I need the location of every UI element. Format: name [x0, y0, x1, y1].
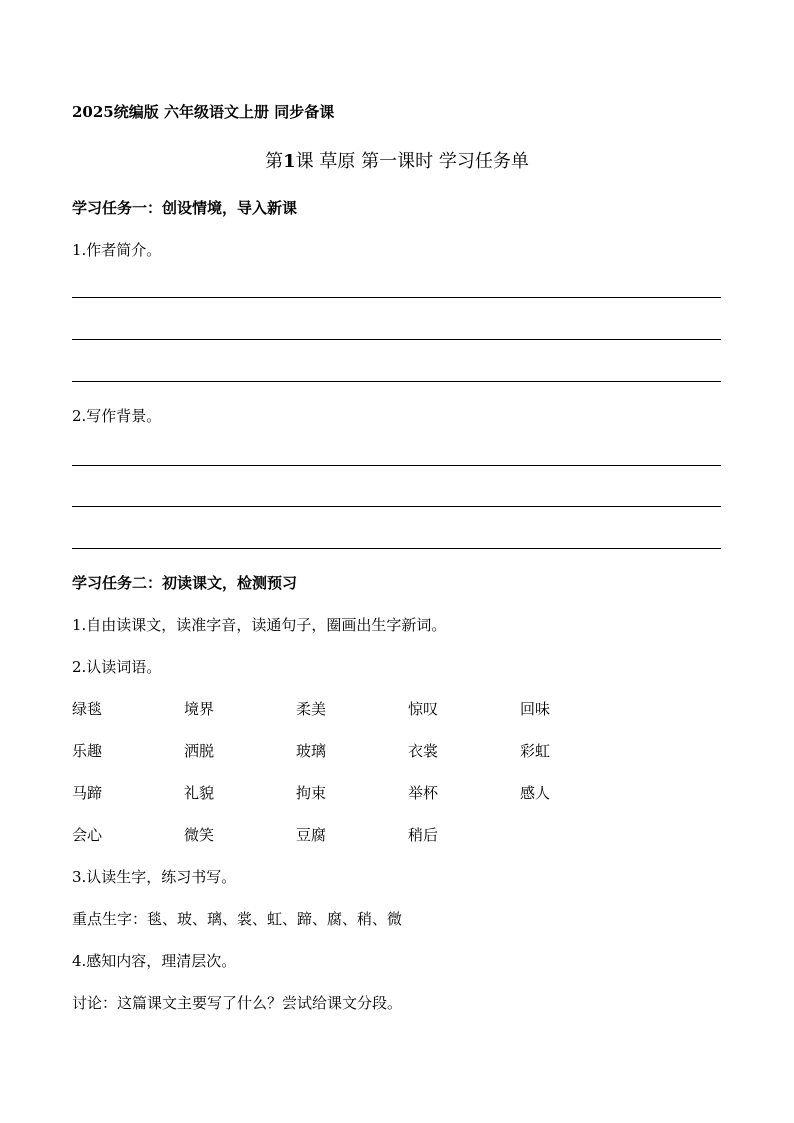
- lesson-title: [0, 147, 794, 173]
- vocab-word: 微笑: [184, 826, 215, 844]
- document-header: 2025统编版 六年级语文上册 同步备课: [72, 103, 335, 121]
- vocab-row: [72, 740, 721, 762]
- vocab-word: 衣裳: [408, 742, 439, 760]
- task2-heading: 学习任务二：初读课文，检测预习: [72, 574, 298, 592]
- vocab-word: 彩虹: [520, 742, 551, 760]
- vocab-word: 惊叹: [408, 700, 439, 718]
- answer-line[interactable]: [72, 506, 721, 507]
- task1-heading: 学习任务一：创设情境，导入新课: [72, 199, 298, 217]
- task2-structure: 4.感知内容，理清层次。: [72, 952, 237, 970]
- answer-line[interactable]: [72, 548, 721, 549]
- task2-new-chars: 3.认读生字，练习书写。: [72, 868, 237, 886]
- title-number: 1: [283, 151, 296, 172]
- answer-line[interactable]: [72, 465, 721, 466]
- vocab-word: 豆腐: [296, 826, 327, 844]
- task1-background: 2.写作背景。: [72, 407, 162, 425]
- vocab-word: 柔美: [296, 700, 327, 718]
- vocab-word: 乐趣: [72, 742, 103, 760]
- vocab-word: 马蹄: [72, 784, 103, 802]
- vocab-word: 礼貌: [184, 784, 215, 802]
- answer-line[interactable]: [72, 339, 721, 340]
- answer-line[interactable]: [72, 297, 721, 298]
- task2-key-chars: 重点生字：毯、玻、璃、裳、虹、蹄、腐、稍、微: [72, 910, 403, 928]
- vocab-word: 拘束: [296, 784, 327, 802]
- vocab-row: [72, 698, 721, 720]
- vocab-word: 回味: [520, 700, 551, 718]
- vocab-word: 感人: [520, 784, 551, 802]
- title-suffix: 课 草原 第一课时 学习任务单: [295, 151, 529, 172]
- title-prefix: 第: [265, 151, 284, 172]
- vocab-word: 举杯: [408, 784, 439, 802]
- vocab-word: 稍后: [408, 826, 439, 844]
- vocab-word: 玻璃: [296, 742, 327, 760]
- vocab-word: 境界: [184, 700, 215, 718]
- vocab-row: [72, 782, 721, 804]
- task2-vocab-label: 2.认读词语。: [72, 658, 162, 676]
- vocab-word: 绿毯: [72, 700, 103, 718]
- vocab-row: [72, 824, 721, 846]
- answer-line[interactable]: [72, 381, 721, 382]
- task1-author-intro: 1.作者简介。: [72, 241, 162, 259]
- task2-discussion: 讨论：这篇课文主要写了什么？尝试给课文分段。: [72, 994, 403, 1012]
- vocab-word: 洒脱: [184, 742, 215, 760]
- vocab-word: 会心: [72, 826, 103, 844]
- task2-read-text: 1.自由读课文，读准字音，读通句子，圈画出生字新词。: [72, 616, 447, 634]
